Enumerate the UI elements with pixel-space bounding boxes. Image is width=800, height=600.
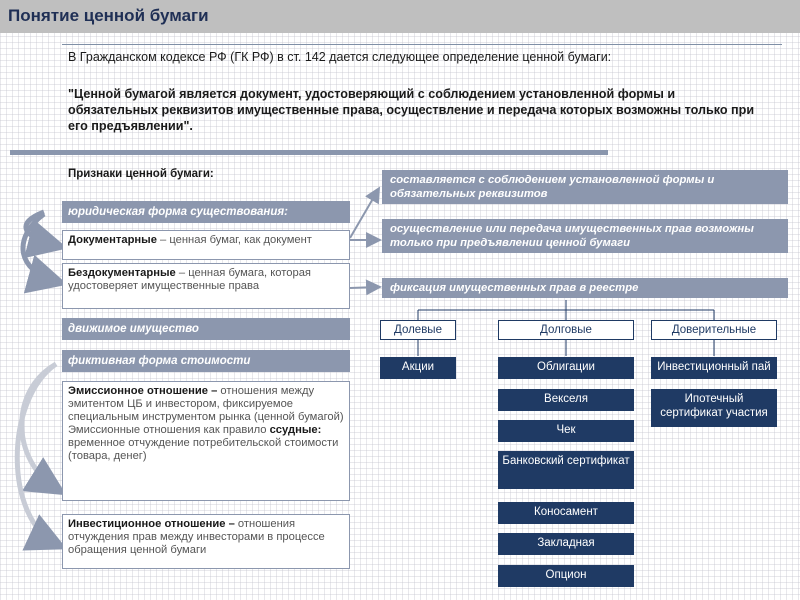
movable-pill: движимое имущество: [62, 318, 350, 340]
investment-term: Инвестиционное отношение –: [68, 518, 235, 530]
nondocumentary-term: Бездокументарные: [68, 267, 176, 279]
investment-box: [62, 514, 350, 569]
item-bonds: Облигации: [498, 357, 634, 379]
definition-text: "Ценной бумагой является документ, удостоверяющий с соблюдением установленной формы и обязательных реквизитов имущественные права, осуществление и передача которых возможны только при его предъявлении".: [68, 87, 755, 133]
legal-form-pill: юридическая форма существования:: [62, 201, 350, 223]
item-mortgage-participation-certificate: Ипотечный сертификат участия: [651, 389, 777, 427]
emission-text-3: временное отчуждение потребительской стоимости (товара, денег): [68, 437, 339, 462]
section-divider: [10, 150, 608, 155]
features-heading: Признаки ценной бумаги:: [68, 168, 214, 180]
right-pill-presentation: осуществление или передача имущественных прав возможны только при предъявлении ценной бумаги: [382, 219, 788, 253]
top-rule: [62, 44, 782, 45]
emission-term: Эмиссионное отношение –: [68, 385, 218, 397]
curve-arrow-bottom-2: [17, 364, 58, 545]
category-equity: Долевые: [380, 320, 456, 340]
slide-title: Понятие ценной бумаги: [0, 0, 800, 33]
item-investment-unit: Инвестиционный пай: [651, 357, 777, 379]
right-pill-form: составляется с соблюдением установленной формы и обязательных реквизитов: [382, 170, 788, 204]
documentary-term: Документарные: [68, 234, 157, 246]
documentary-text: – ценная бумаг, как документ: [156, 234, 312, 246]
item-option: Опцион: [498, 565, 634, 587]
curve-arrow-top-2: [23, 214, 58, 282]
item-mortgage: Закладная: [498, 533, 634, 555]
item-shares: Акции: [380, 357, 456, 379]
link-nondoc-r3: [350, 287, 378, 288]
investment-text: отношения отчуждения прав между инвесторами в процессе обращения ценной бумаги: [68, 518, 325, 556]
nondocumentary-box: [62, 263, 350, 309]
item-cheque: Чек: [498, 420, 634, 442]
emission-loan: ссудные:: [269, 424, 322, 436]
category-trust: Доверительные: [651, 320, 777, 340]
item-bank-certificate: Банковский сертификат: [498, 451, 634, 489]
emission-text: отношения между эмитентом ЦБ и инвестором, фиксируемое специальным инструментом рынка (ценной бумагой): [68, 385, 344, 423]
emission-text-2: Эмиссионные отношения как правило: [68, 424, 270, 436]
item-bills: Векселя: [498, 389, 634, 411]
link-doc-r1: [350, 190, 378, 238]
curve-arrow-bottom-1: [22, 364, 58, 490]
right-pill-registry: фиксация имущественных прав в реестре: [382, 278, 788, 298]
intro-text: В Гражданском кодексе РФ (ГК РФ) в ст. 142 дается следующее определение ценной бумаги:: [68, 50, 612, 64]
nondocumentary-text: – ценная бумага, которая удостоверяет имущественные права: [68, 267, 311, 292]
item-bill-of-lading: Коносамент: [498, 502, 634, 524]
emission-box: [62, 381, 350, 501]
category-debt: Долговые: [498, 320, 634, 340]
documentary-box: [62, 230, 350, 260]
fictitious-pill: фиктивная форма стоимости: [62, 350, 350, 372]
curve-arrow-top-1: [26, 212, 58, 246]
